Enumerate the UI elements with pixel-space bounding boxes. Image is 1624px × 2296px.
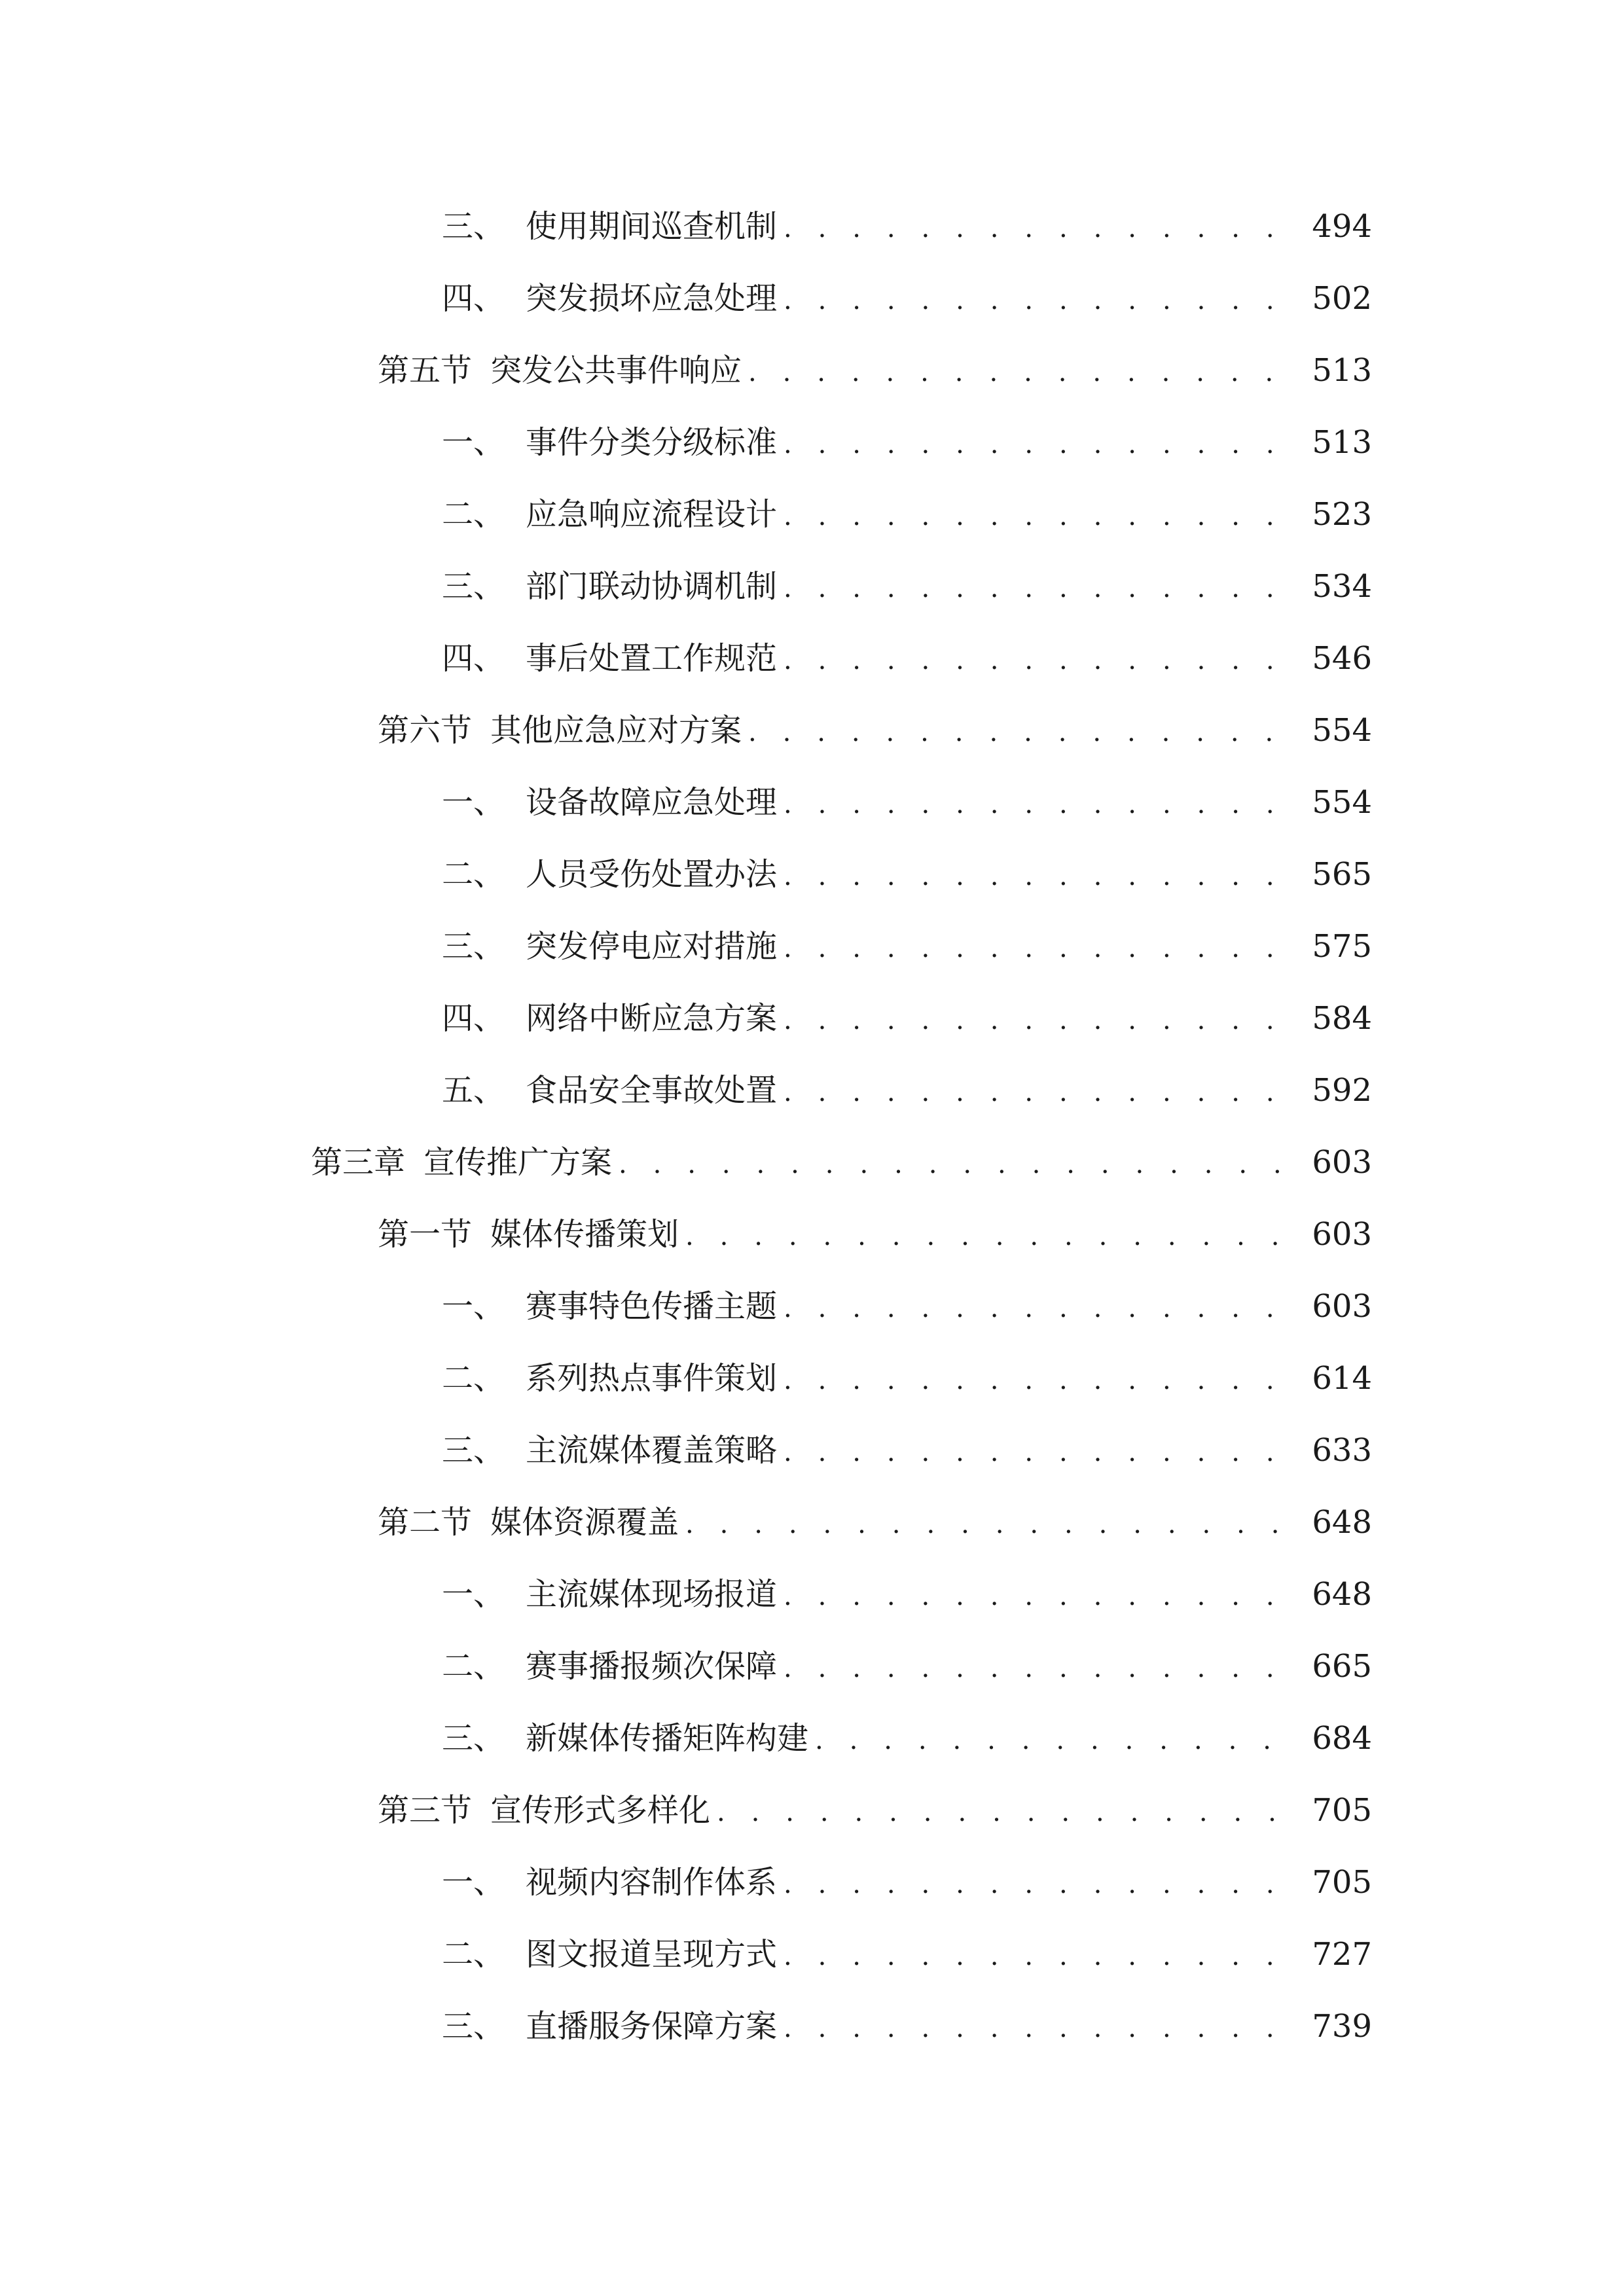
toc-entry-item[interactable] [0, 1630, 1624, 1702]
toc-entry-number: 二、 [442, 1648, 505, 1685]
toc-entry-line [378, 352, 1372, 389]
toc-entry-title: 突发公共事件响应 [490, 352, 742, 389]
toc-entry-line [442, 640, 1372, 677]
toc-entry-title: 直播服务保障方案 [526, 2008, 778, 2045]
toc-entry-page-number: 648 [1312, 1576, 1372, 1613]
toc-entry-item[interactable] [0, 910, 1624, 982]
toc-entry-title: 部门联动协调机制 [526, 568, 778, 605]
toc-entry-page-number: 494 [1312, 208, 1372, 245]
toc-entry-line [442, 1288, 1372, 1325]
toc-dot-leader [784, 863, 1297, 889]
toc-dot-leader [784, 1583, 1297, 1609]
toc-entry-page-number: 739 [1312, 2008, 1372, 2045]
toc-entry-number: 第五节 [378, 352, 473, 389]
toc-entry-item[interactable] [0, 550, 1624, 622]
toc-entry-number: 二、 [442, 1936, 505, 1973]
toc-entry-title: 赛事播报频次保障 [526, 1648, 778, 1685]
toc-entry-title: 网络中断应急方案 [526, 1000, 778, 1037]
toc-entry-page-number: 705 [1312, 1792, 1372, 1829]
toc-entry-page-number: 614 [1312, 1360, 1372, 1397]
toc-dot-leader [748, 359, 1297, 386]
toc-dot-leader [784, 287, 1297, 314]
toc-dot-leader [685, 1511, 1297, 1537]
toc-entry-section[interactable] [0, 694, 1624, 766]
toc-entry-number: 第三节 [378, 1792, 473, 1829]
toc-entry-line [442, 1864, 1372, 1901]
toc-entry-page-number: 665 [1312, 1648, 1372, 1685]
toc-dot-leader [784, 1007, 1297, 1033]
toc-entry-line [442, 568, 1372, 605]
toc-dot-leader [619, 1151, 1297, 1177]
toc-dot-leader [784, 791, 1297, 817]
toc-dot-leader [815, 1727, 1297, 1753]
toc-entry-line [442, 280, 1372, 317]
toc-entry-number: 二、 [442, 496, 505, 533]
toc-entry-line [442, 208, 1372, 245]
toc-entry-line [442, 496, 1372, 533]
toc-dot-leader [784, 1079, 1297, 1105]
toc-entry-line [442, 856, 1372, 893]
toc-entry-line [442, 424, 1372, 461]
toc-entry-section[interactable] [0, 1774, 1624, 1846]
toc-entry-title: 主流媒体现场报道 [526, 1576, 778, 1613]
toc-entry-line [378, 712, 1372, 749]
toc-entry-section[interactable] [0, 334, 1624, 406]
toc-entry-line [442, 1000, 1372, 1037]
toc-entry-page-number: 554 [1312, 712, 1372, 749]
toc-dot-leader [784, 215, 1297, 242]
toc-dot-leader [784, 575, 1297, 601]
toc-dot-leader [717, 1799, 1297, 1825]
toc-entry-line [442, 1360, 1372, 1397]
toc-entry-number: 三、 [442, 928, 505, 965]
toc-entry-title: 主流媒体覆盖策略 [526, 1432, 778, 1469]
toc-entry-number: 一、 [442, 1864, 505, 1901]
toc-entry-page-number: 513 [1312, 352, 1372, 389]
toc-entry-number: 三、 [442, 2008, 505, 2045]
toc-entry-number: 四、 [442, 640, 505, 677]
toc-entry-page-number: 603 [1312, 1216, 1372, 1253]
toc-dot-leader [784, 1295, 1297, 1321]
toc-entry-page-number: 554 [1312, 784, 1372, 821]
toc-entry-page-number: 575 [1312, 928, 1372, 965]
toc-entry-number: 三、 [442, 1432, 505, 1469]
toc-dot-leader [784, 503, 1297, 529]
toc-entry-title: 其他应急应对方案 [490, 712, 742, 749]
toc-entry-page-number: 705 [1312, 1864, 1372, 1901]
toc-entry-title: 突发损坏应急处理 [526, 280, 778, 317]
toc-dot-leader [784, 935, 1297, 961]
toc-entry-title: 新媒体传播矩阵构建 [526, 1720, 809, 1757]
toc-entry-number: 第三章 [311, 1144, 406, 1181]
toc-entry-title: 媒体资源覆盖 [490, 1504, 679, 1541]
toc-entry-page-number: 648 [1312, 1504, 1372, 1541]
toc-entry-item[interactable] [0, 838, 1624, 910]
toc-entry-title: 图文报道呈现方式 [526, 1936, 778, 1973]
toc-entry-item[interactable] [0, 982, 1624, 1054]
toc-entry-page-number: 502 [1312, 280, 1372, 317]
toc-entry-number: 五、 [442, 1072, 505, 1109]
toc-entry-number: 一、 [442, 784, 505, 821]
toc-entry-section[interactable] [0, 1198, 1624, 1270]
toc-entry-item[interactable] [0, 1414, 1624, 1486]
toc-entry-title: 应急响应流程设计 [526, 496, 778, 533]
toc-entry-title: 事后处置工作规范 [526, 640, 778, 677]
toc-entry-page-number: 523 [1312, 496, 1372, 533]
toc-entry-title: 视频内容制作体系 [526, 1864, 778, 1901]
toc-dot-leader [784, 1871, 1297, 1897]
toc-entry-section[interactable] [0, 1486, 1624, 1558]
toc-dot-leader [784, 1439, 1297, 1465]
toc-entry-page-number: 565 [1312, 856, 1372, 893]
toc-entry-page-number: 603 [1312, 1288, 1372, 1325]
toc-entry-number: 四、 [442, 280, 505, 317]
toc-entry-number: 四、 [442, 1000, 505, 1037]
toc-entry-number: 第二节 [378, 1504, 473, 1541]
toc-entry-line [442, 928, 1372, 965]
toc-entry-chapter[interactable] [0, 1126, 1624, 1198]
toc-entry-item[interactable] [0, 406, 1624, 478]
toc-entry-page-number: 534 [1312, 568, 1372, 605]
toc-dot-leader [784, 647, 1297, 673]
toc-entry-title: 媒体传播策划 [490, 1216, 679, 1253]
toc-entry-item[interactable] [0, 1702, 1624, 1774]
toc-entry-title: 使用期间巡查机制 [526, 208, 778, 245]
toc-entry-line [442, 1720, 1372, 1757]
toc-entry-title: 突发停电应对措施 [526, 928, 778, 965]
toc-entry-title: 宣传推广方案 [424, 1144, 613, 1181]
toc-entry-line [442, 1936, 1372, 1973]
toc-entry-line [442, 2008, 1372, 2045]
toc-entry-title: 系列热点事件策划 [526, 1360, 778, 1397]
toc-entry-line [442, 1432, 1372, 1469]
toc-entry-page-number: 633 [1312, 1432, 1372, 1469]
toc-entry-page-number: 592 [1312, 1072, 1372, 1109]
toc-entry-number: 二、 [442, 856, 505, 893]
table-of-contents [0, 190, 1624, 2062]
toc-entry-line [378, 1792, 1372, 1829]
toc-entry-item[interactable] [0, 1270, 1624, 1342]
toc-entry-item[interactable] [0, 622, 1624, 694]
toc-entry-title: 宣传形式多样化 [490, 1792, 711, 1829]
toc-entry-number: 三、 [442, 208, 505, 245]
toc-entry-item[interactable] [0, 766, 1624, 838]
toc-entry-item[interactable] [0, 190, 1624, 262]
toc-entry-number: 一、 [442, 424, 505, 461]
toc-entry-page-number: 684 [1312, 1720, 1372, 1757]
toc-entry-page-number: 546 [1312, 640, 1372, 677]
toc-entry-line [378, 1216, 1372, 1253]
toc-entry-number: 三、 [442, 568, 505, 605]
toc-dot-leader [748, 719, 1297, 745]
toc-entry-number: 一、 [442, 1288, 505, 1325]
toc-dot-leader [784, 1367, 1297, 1393]
toc-entry-title: 人员受伤处置办法 [526, 856, 778, 893]
toc-entry-page-number: 603 [1312, 1144, 1372, 1181]
toc-entry-item[interactable] [0, 478, 1624, 550]
toc-entry-line [378, 1504, 1372, 1541]
toc-entry-title: 事件分类分级标准 [526, 424, 778, 461]
toc-entry-title: 食品安全事故处置 [526, 1072, 778, 1109]
toc-entry-line [311, 1144, 1372, 1181]
toc-entry-line [442, 784, 1372, 821]
toc-entry-number: 二、 [442, 1360, 505, 1397]
toc-entry-item[interactable] [0, 1918, 1624, 1990]
toc-entry-item[interactable] [0, 1054, 1624, 1126]
toc-dot-leader [784, 2015, 1297, 2041]
toc-entry-number: 三、 [442, 1720, 505, 1757]
toc-entry-line [442, 1072, 1372, 1109]
toc-entry-page-number: 584 [1312, 1000, 1372, 1037]
toc-entry-number: 第六节 [378, 712, 473, 749]
toc-entry-page-number: 513 [1312, 424, 1372, 461]
toc-entry-number: 第一节 [378, 1216, 473, 1253]
toc-entry-line [442, 1576, 1372, 1613]
toc-entry-title: 赛事特色传播主题 [526, 1288, 778, 1325]
toc-dot-leader [784, 1655, 1297, 1681]
toc-entry-item[interactable] [0, 1846, 1624, 1918]
toc-dot-leader [784, 1943, 1297, 1969]
toc-entry-item[interactable] [0, 1342, 1624, 1414]
toc-dot-leader [685, 1223, 1297, 1249]
toc-entry-item[interactable] [0, 262, 1624, 334]
toc-dot-leader [784, 431, 1297, 457]
toc-entry-line [442, 1648, 1372, 1685]
toc-entry-page-number: 727 [1312, 1936, 1372, 1973]
toc-entry-number: 一、 [442, 1576, 505, 1613]
toc-entry-item[interactable] [0, 1558, 1624, 1630]
toc-entry-item[interactable] [0, 1990, 1624, 2062]
toc-entry-title: 设备故障应急处理 [526, 784, 778, 821]
